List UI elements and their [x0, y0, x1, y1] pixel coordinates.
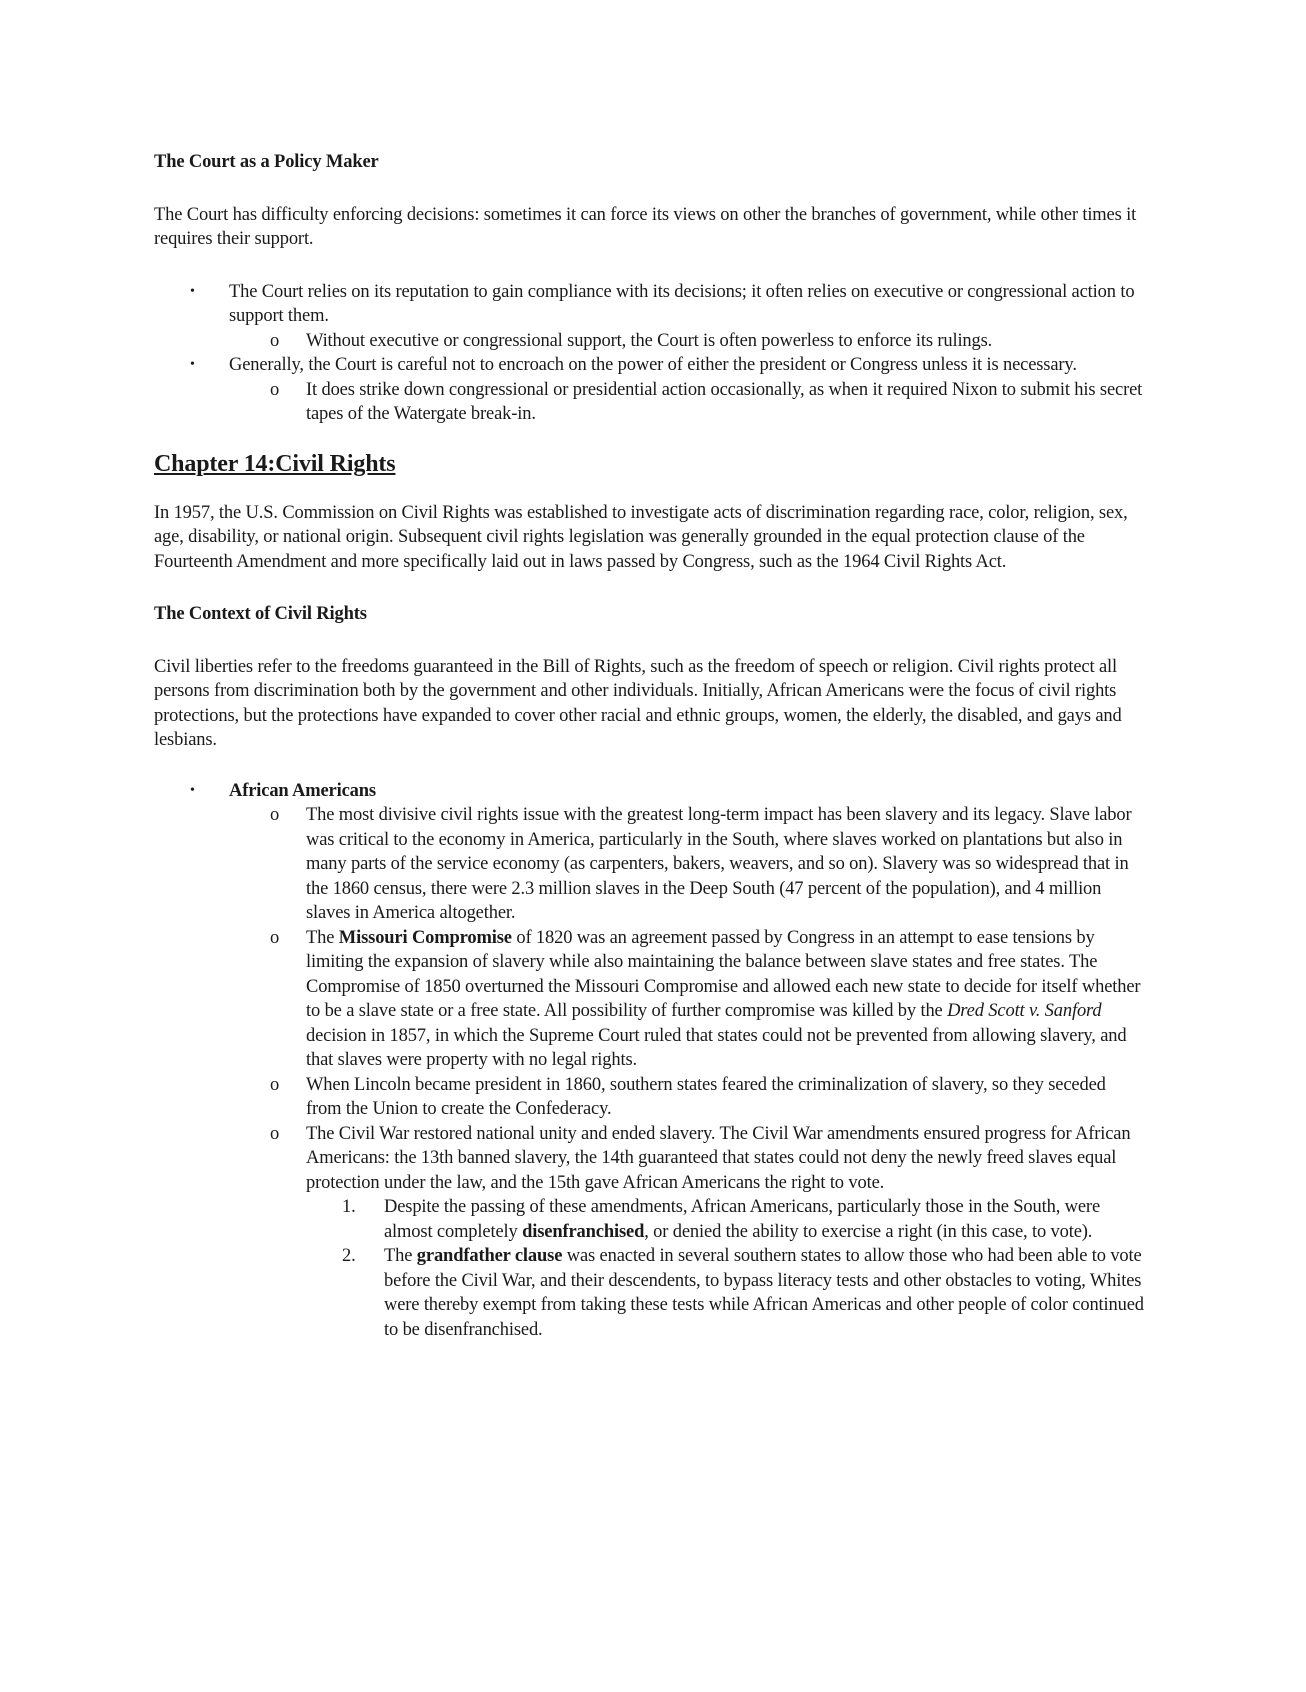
term-bold: disenfranchised — [522, 1221, 645, 1242]
sub-list-item — [154, 1073, 1144, 1122]
sub-list-item-text: The Civil War restored national unity and ended slavery. The Civil War amendments ensured progress for African Americans: the 13th banned slavery, the 14th guaranteed that states could not deny the newly freed slaves equal protection under the law, and the 15th gave African Americans the right to vote. — [306, 1123, 1131, 1193]
bullet-marker: • — [190, 782, 195, 798]
term-bold: grandfather clause — [416, 1246, 563, 1266]
list-item-text: Generally, the Court is careful not to encroach on the power of either the president or Congress unless it is necessary. — [229, 355, 1077, 375]
paragraph-court-enforcement: The Court has difficulty enforcing decisions: sometimes it can force its views on other the branches of government, while other times it requires their support. — [154, 204, 1137, 249]
section-heading-court-policy: The Court as a Policy Maker — [154, 152, 379, 172]
chapter-title: Chapter 14:Civil Rights — [154, 450, 396, 477]
text-run: decision in 1857, in which the Supreme Court ruled that states could not be prevented from allowing slavery, and that slaves were property with no legal rights. — [306, 1025, 1127, 1070]
sub-list-item — [154, 378, 1144, 427]
paragraph-commission: In 1957, the U.S. Commission on Civil Rights was established to investigate acts of discrimination regarding race, color, religion, sex, age, disability, or national origin. Subsequent civil rights legislation was generally grounded in the equal protection clause of the Fourteenth Amendment and more specifically laid out in laws passed by Congress, such as the 1964 Civil Rights Act. — [154, 502, 1128, 572]
sub-bullet-marker: o — [270, 805, 280, 825]
numbered-list-item — [154, 1195, 1144, 1244]
list-item-title: African Americans — [229, 780, 376, 801]
numbered-list-item — [154, 1244, 1144, 1342]
text-run: of 1820 was an agreement passed by Congress in an attempt to ease tensions by limiting the expansion of slavery while also maintaining the balance between slave states and free states. The Compromise of 1850 overturned the Missouri Compromise and allowed each new state to decide for itself whether to be a slave state or a free state. All possibility of further compromise was killed by the — [306, 927, 1141, 1021]
paragraph-civil-liberties: Civil liberties refer to the freedoms guaranteed in the Bill of Rights, such as the freedom of speech or religion. Civil rights protect all persons from discrimination both by the government and other individuals. Initially, African Americans were the focus of civil rights protections, but the protections have expanded to cover other racial and ethnic groups, women, the elderly, the disabled, and gays and lesbians. — [154, 656, 1122, 750]
sub-list-item-text: It does strike down congressional or presidential action occasionally, as when it required Nixon to submit his secret tapes of the Watergate break-in. — [306, 379, 1143, 424]
case-name-italic: Dred Scott v. Sanford — [947, 1001, 1102, 1021]
text-run: was enacted in several southern states to allow those who had been able to vote before the Civil War, and their descendents, to bypass literacy tests and other obstacles to voting, Whites were thereby exempt from taking these tests while African Americas and other people of color continued to be disenfranchised. — [384, 1246, 1144, 1340]
number-marker: 1. — [342, 1197, 356, 1217]
list-item-text: The Court relies on its reputation to gain compliance with its decisions; it often relies on executive or congressional action to support them. — [229, 281, 1135, 326]
number-marker: 2. — [342, 1246, 356, 1266]
numbered-item-text — [384, 1197, 1100, 1242]
sub-bullet-marker: o — [270, 1074, 280, 1095]
sub-bullet-marker: o — [270, 1123, 280, 1144]
sub-bullet-marker: o — [270, 927, 280, 948]
sub-list-item-text — [306, 928, 1140, 1071]
sub-list-item — [154, 926, 1144, 1073]
sub-bullet-marker: o — [270, 330, 280, 351]
bullet-marker: • — [190, 283, 195, 299]
bullet-list-african-americans — [154, 779, 1144, 1343]
text-run: Despite the passing of these amendments, African Americans, particularly those in the South, were almost completely — [384, 1197, 1101, 1242]
sub-list-item — [154, 329, 1144, 354]
list-item — [154, 779, 1144, 804]
numbered-item-text — [384, 1246, 1144, 1340]
sub-list-item-text: The most divisive civil rights issue with the greatest long-term impact has been slavery and its legacy. Slave labor was critical to the economy in America, particularly in the South, where slaves worked on plantations but also in many parts of the service economy (as carpenters, bakers, weavers, and so on). Slavery was so widespread that in the 1860 census, there were 2.3 million slaves in the Deep South (47 percent of the population), and 4 million slaves in America altogether. — [306, 805, 1132, 923]
text-run: , or denied the ability to exercise a right (in this case, to vote). — [644, 1221, 1093, 1242]
sub-list-item — [154, 1122, 1144, 1196]
sub-list-item-text: Without executive or congressional support, the Court is often powerless to enforce its rulings. — [306, 330, 993, 351]
section-heading-context: The Context of Civil Rights — [154, 604, 367, 624]
sub-list-item-text: When Lincoln became president in 1860, southern states feared the criminalization of slavery, so they seceded from the Union to create the Confederacy. — [306, 1074, 1106, 1119]
sub-bullet-marker: o — [270, 379, 280, 400]
document-body — [154, 150, 1144, 1342]
term-bold: Missouri Compromise — [338, 927, 512, 948]
sub-list-item — [154, 803, 1144, 926]
bullet-list-court — [154, 280, 1144, 427]
list-item — [154, 280, 1144, 329]
text-run: The — [306, 927, 339, 948]
text-run: The — [384, 1246, 417, 1266]
list-item — [154, 353, 1144, 378]
bullet-marker: • — [190, 357, 195, 372]
